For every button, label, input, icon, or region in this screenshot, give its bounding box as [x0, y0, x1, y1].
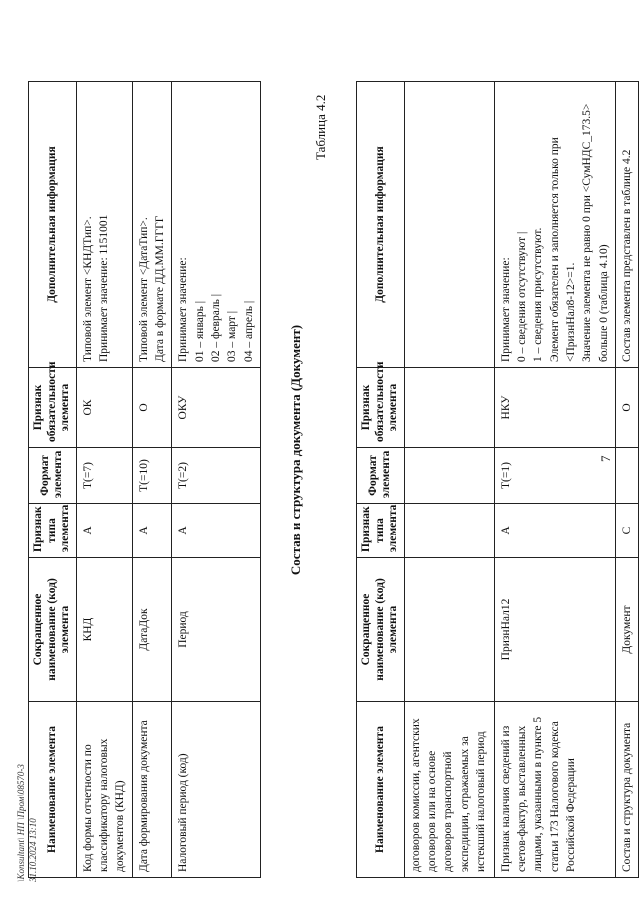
header-element-name: Наименование элемента	[357, 702, 405, 878]
print-reference-stamp: \Konsultant\ НП \Пром\08570-3	[16, 764, 26, 882]
header-element-type: Признак типа элемента	[357, 504, 405, 558]
cell-element-required: ОК	[76, 368, 132, 448]
info-line: 03 – март |	[226, 310, 239, 362]
cell-element-required: ОКУ	[172, 368, 261, 448]
cell-element-format	[615, 448, 638, 504]
info-line: Типовой элемент <КНДТип>.	[81, 216, 94, 362]
cell-element-format: T(=10)	[132, 448, 172, 504]
print-date-stamp: 31.10.2024 13:10	[28, 818, 38, 882]
cell-element-code	[404, 558, 494, 702]
cell-element-name: Дата формирования документа	[132, 702, 172, 878]
table-title: Состав и структура документа (Документ)	[288, 324, 303, 576]
cell-additional-info	[132, 82, 172, 368]
cell-element-type: А	[494, 504, 615, 558]
cell-element-code: ДатаДок	[132, 558, 172, 702]
table-header-row	[29, 82, 77, 878]
cell-additional-info: Состав элемента представлен в таблице 4.2	[615, 82, 638, 368]
table-row	[494, 82, 615, 878]
info-line: Дата в формате ДД.ММ.ГГГГ	[154, 215, 166, 362]
table-header-row	[357, 82, 405, 878]
info-line: Принимает значение:	[177, 257, 190, 362]
cell-element-name: Налоговый период (код)	[172, 702, 261, 878]
cell-element-code: Документ	[615, 558, 638, 702]
cell-element-code: КНД	[76, 558, 132, 702]
cell-element-name: договоров комиссии, агентских договоров или на основе договоров транспортной экспедиции, отражаемых за истекший налоговый период	[404, 702, 494, 878]
cell-element-type: А	[76, 504, 132, 558]
cell-element-required	[404, 368, 494, 448]
table-row	[76, 82, 132, 878]
header-element-required: Признак обязательности элемента	[29, 368, 77, 448]
table-row	[172, 82, 261, 878]
cell-element-name: Признак наличия сведений из счетов-фактур, выставленных лицами, указанными в пункте 5 статьи 173 Налогового кодекса Российской Федерации	[494, 702, 615, 878]
table-row	[404, 82, 494, 878]
header-element-name: Наименование элемента	[29, 702, 77, 878]
header-element-format: Формат элемента	[29, 448, 77, 504]
cell-element-type: С	[615, 504, 638, 558]
cell-element-format: T(=2)	[172, 448, 261, 504]
info-line: 02 – февраль |	[209, 293, 222, 362]
cell-element-type	[404, 504, 494, 558]
cell-element-format: T(=7)	[76, 448, 132, 504]
cell-element-code: ПризнНал12	[494, 558, 615, 702]
elements-table-continued	[356, 81, 639, 878]
info-line: 01 – январь |	[193, 301, 206, 362]
document-structure-table	[28, 81, 261, 878]
page-number: 7	[598, 455, 613, 462]
cell-additional-info	[404, 82, 494, 368]
table-row	[132, 82, 172, 878]
cell-element-required: О	[615, 368, 638, 448]
cell-element-format	[404, 448, 494, 504]
table-row	[615, 82, 638, 878]
info-line: Принимает значение:	[499, 257, 512, 362]
header-element-code: Сокращенное наименование (код) элемента	[29, 558, 77, 702]
cell-element-name: Код формы отчетности по классификатору налоговых документов (КНД)	[76, 702, 132, 878]
cell-element-name: Состав и структура документа	[615, 702, 638, 878]
info-line: Типовой элемент <ДатаТип>.	[137, 217, 150, 362]
header-additional-info: Дополнительная информация	[29, 82, 77, 368]
cell-element-format: T(=1)	[494, 448, 615, 504]
cell-additional-info	[494, 82, 615, 368]
info-line: 0 – сведения отсутствуют |	[516, 231, 529, 362]
cell-element-required: О	[132, 368, 172, 448]
header-element-type: Признак типа элемента	[29, 504, 77, 558]
cell-element-code: Период	[172, 558, 261, 702]
cell-element-required: НКУ	[494, 368, 615, 448]
header-additional-info: Дополнительная информация	[357, 82, 405, 368]
cell-element-type: А	[172, 504, 261, 558]
info-line: Принимает значение: 1151001	[98, 214, 111, 362]
header-element-format: Формат элемента	[357, 448, 405, 504]
cell-additional-info	[76, 82, 132, 368]
header-element-required: Признак обязательности элемента	[357, 368, 405, 448]
table-caption: Таблица 4.2	[313, 94, 328, 160]
cell-element-type: А	[132, 504, 172, 558]
info-line: Значение элемента не равно 0 при <СумНДС_173.5> больше 0 (таблица 4.10)	[581, 103, 610, 362]
info-line: 1 – сведения присутствуют.	[532, 227, 545, 362]
header-element-code: Сокращенное наименование (код) элемента	[357, 558, 405, 702]
info-line: 04 – апрель |	[242, 300, 255, 362]
cell-additional-info	[172, 82, 261, 368]
info-line: Элемент обязателен и заполняется только при <ПризнНал8-12>=1.	[548, 137, 577, 362]
